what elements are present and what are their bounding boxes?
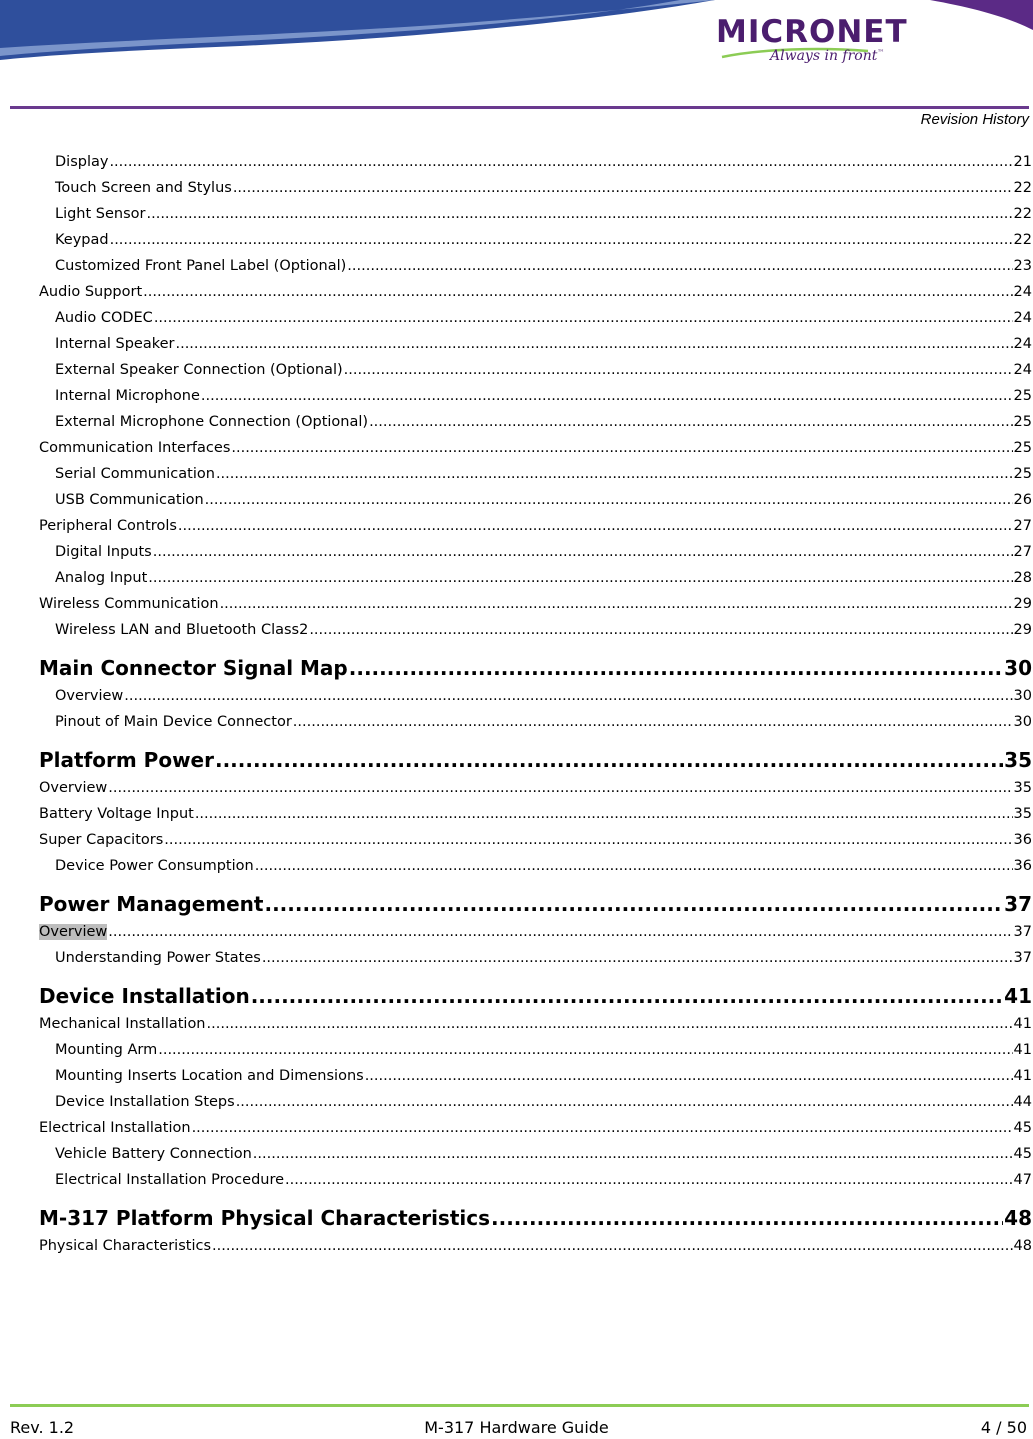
toc-entry[interactable] bbox=[39, 1016, 1032, 1042]
toc-entry-title: Display bbox=[55, 154, 109, 170]
toc-leader-dots bbox=[285, 1172, 1013, 1188]
toc-entry[interactable] bbox=[39, 884, 1032, 924]
toc-entry-page: 27 bbox=[1013, 518, 1032, 534]
toc-entry-title: Understanding Power States bbox=[55, 950, 261, 966]
toc-leader-dots bbox=[164, 832, 1012, 848]
toc-leader-dots bbox=[233, 180, 1013, 196]
toc-entry-title: Keypad bbox=[55, 232, 109, 248]
toc-leader-dots bbox=[207, 1016, 1013, 1032]
toc-leader-dots bbox=[154, 310, 1013, 326]
toc-entry[interactable] bbox=[39, 258, 1032, 284]
toc-entry-page: 36 bbox=[1013, 858, 1032, 874]
toc-entry[interactable] bbox=[39, 924, 1032, 950]
footer-document-title: M-317 Hardware Guide bbox=[424, 1418, 609, 1437]
toc-leader-dots bbox=[253, 1146, 1013, 1162]
toc-entry-page: 30 bbox=[1004, 656, 1032, 680]
toc-entry[interactable] bbox=[39, 688, 1032, 714]
toc-entry-title: M-317 Platform Physical Characteristics bbox=[39, 1206, 491, 1230]
toc-entry-title: Analog Input bbox=[55, 570, 148, 586]
toc-entry[interactable] bbox=[39, 1238, 1032, 1264]
logo-tagline: Always in front™ bbox=[770, 48, 885, 64]
toc-leader-dots bbox=[347, 258, 1012, 274]
toc-entry[interactable] bbox=[39, 596, 1032, 622]
toc-entry-page: 24 bbox=[1013, 362, 1032, 378]
footer-divider bbox=[10, 1404, 1029, 1407]
toc-entry-title: Audio CODEC bbox=[55, 310, 153, 326]
toc-leader-dots bbox=[215, 748, 1003, 772]
toc-entry-title: Main Connector Signal Map bbox=[39, 656, 348, 680]
toc-entry[interactable] bbox=[39, 740, 1032, 780]
toc-entry-page: 41 bbox=[1004, 984, 1032, 1008]
toc-entry-page: 36 bbox=[1013, 832, 1032, 848]
toc-entry-page: 21 bbox=[1013, 154, 1032, 170]
toc-entry-title: Customized Front Panel Label (Optional) bbox=[55, 258, 347, 274]
toc-entry-title: Device Installation Steps bbox=[55, 1094, 235, 1110]
toc-leader-dots bbox=[491, 1206, 1003, 1230]
toc-entry-page: 37 bbox=[1013, 950, 1032, 966]
toc-entry[interactable] bbox=[39, 336, 1032, 362]
toc-entry[interactable] bbox=[39, 832, 1032, 858]
toc-entry-page: 35 bbox=[1004, 748, 1032, 772]
toc-leader-dots bbox=[108, 780, 1012, 796]
toc-entry[interactable] bbox=[39, 976, 1032, 1016]
toc-entry-page: 37 bbox=[1004, 892, 1032, 916]
toc-entry-page: 41 bbox=[1013, 1068, 1032, 1084]
toc-entry-title: Wireless LAN and Bluetooth Class2 bbox=[55, 622, 309, 638]
micronet-logo bbox=[716, 14, 906, 72]
toc-entry[interactable] bbox=[39, 950, 1032, 976]
toc-leader-dots bbox=[349, 656, 1003, 680]
toc-leader-dots bbox=[369, 414, 1012, 430]
toc-leader-dots bbox=[147, 206, 1013, 222]
toc-entry-page: 48 bbox=[1013, 1238, 1032, 1254]
toc-entry-title: Audio Support bbox=[39, 284, 143, 300]
toc-entry-title: Serial Communication bbox=[55, 466, 215, 482]
toc-leader-dots bbox=[178, 518, 1013, 534]
toc-leader-dots bbox=[293, 714, 1013, 730]
toc-leader-dots bbox=[212, 1238, 1013, 1254]
toc-entry-page: 25 bbox=[1013, 466, 1032, 482]
toc-entry[interactable] bbox=[39, 492, 1032, 518]
toc-leader-dots bbox=[192, 1120, 1013, 1136]
toc-entry-page: 24 bbox=[1013, 336, 1032, 352]
toc-entry[interactable] bbox=[39, 310, 1032, 336]
toc-entry[interactable] bbox=[39, 414, 1032, 440]
toc-entry-title: External Speaker Connection (Optional) bbox=[55, 362, 343, 378]
toc-entry-title: Mounting Inserts Location and Dimensions bbox=[55, 1068, 364, 1084]
toc-entry-title: Light Sensor bbox=[55, 206, 146, 222]
toc-entry-title: Platform Power bbox=[39, 748, 214, 772]
toc-entry-page: 45 bbox=[1013, 1146, 1032, 1162]
toc-entry-title: Internal Microphone bbox=[55, 388, 200, 404]
toc-entry[interactable] bbox=[39, 714, 1032, 740]
toc-entry-page: 25 bbox=[1013, 388, 1032, 404]
header-section-title: Revision History bbox=[920, 111, 1029, 128]
toc-entry-page: 29 bbox=[1013, 596, 1032, 612]
toc-leader-dots bbox=[216, 466, 1013, 482]
toc-entry-title: Overview bbox=[39, 780, 108, 796]
toc-entry-page: 41 bbox=[1013, 1042, 1032, 1058]
toc-entry[interactable] bbox=[39, 1146, 1032, 1172]
toc-entry-page: 26 bbox=[1013, 492, 1032, 508]
toc-entry-title: Mechanical Installation bbox=[39, 1016, 206, 1032]
toc-entry-title: Touch Screen and Stylus bbox=[55, 180, 232, 196]
toc-entry[interactable] bbox=[39, 154, 1032, 180]
toc-entry-page: 24 bbox=[1013, 284, 1032, 300]
toc-entry[interactable] bbox=[39, 466, 1032, 492]
toc-entry-page: 25 bbox=[1013, 440, 1032, 456]
toc-leader-dots bbox=[201, 388, 1013, 404]
toc-entry[interactable] bbox=[39, 1198, 1032, 1238]
toc-entry[interactable] bbox=[39, 806, 1032, 832]
toc-entry[interactable] bbox=[39, 1120, 1032, 1146]
toc-entry-title: Overview bbox=[39, 924, 108, 940]
toc-leader-dots bbox=[255, 858, 1013, 874]
toc-entry-title: Electrical Installation Procedure bbox=[55, 1172, 285, 1188]
toc-entry-page: 29 bbox=[1013, 622, 1032, 638]
toc-entry-page: 23 bbox=[1013, 258, 1032, 274]
toc-entry-page: 41 bbox=[1013, 1016, 1032, 1032]
toc-leader-dots bbox=[153, 544, 1013, 560]
toc-leader-dots bbox=[251, 984, 1003, 1008]
toc-entry-page: 27 bbox=[1013, 544, 1032, 560]
toc-entry[interactable] bbox=[39, 1172, 1032, 1198]
toc-entry-title: Internal Speaker bbox=[55, 336, 175, 352]
toc-entry-title: Device Power Consumption bbox=[55, 858, 254, 874]
toc-leader-dots bbox=[108, 924, 1012, 940]
toc-entry-title: Electrical Installation bbox=[39, 1120, 191, 1136]
toc-entry-title: External Microphone Connection (Optional) bbox=[55, 414, 369, 430]
toc-entry-title: Overview bbox=[55, 688, 124, 704]
toc-entry[interactable] bbox=[39, 780, 1032, 806]
toc-entry[interactable] bbox=[39, 544, 1032, 570]
toc-entry-page: 45 bbox=[1013, 1120, 1032, 1136]
footer-revision: Rev. 1.2 bbox=[10, 1418, 75, 1437]
toc-entry[interactable] bbox=[39, 518, 1032, 544]
toc-entry-page: 22 bbox=[1013, 206, 1032, 222]
header-divider bbox=[10, 106, 1029, 109]
toc-leader-dots bbox=[262, 950, 1013, 966]
table-of-contents bbox=[39, 154, 1032, 1264]
toc-entry-title: Physical Characteristics bbox=[39, 1238, 212, 1254]
toc-entry-title: USB Communication bbox=[55, 492, 204, 508]
toc-entry[interactable] bbox=[39, 362, 1032, 388]
toc-leader-dots bbox=[309, 622, 1012, 638]
toc-entry[interactable] bbox=[39, 648, 1032, 688]
toc-entry[interactable] bbox=[39, 858, 1032, 884]
logo-wordmark: MICRONET bbox=[716, 14, 908, 50]
toc-leader-dots bbox=[175, 336, 1012, 352]
toc-leader-dots bbox=[365, 1068, 1013, 1084]
toc-entry-title: Mounting Arm bbox=[55, 1042, 158, 1058]
toc-entry-page: 30 bbox=[1013, 688, 1032, 704]
toc-leader-dots bbox=[124, 688, 1012, 704]
toc-leader-dots bbox=[195, 806, 1013, 822]
toc-entry-title: Battery Voltage Input bbox=[39, 806, 194, 822]
toc-entry-page: 35 bbox=[1013, 806, 1032, 822]
toc-entry-title: Device Installation bbox=[39, 984, 250, 1008]
toc-entry[interactable] bbox=[39, 388, 1032, 414]
toc-entry-page: 22 bbox=[1013, 180, 1032, 196]
toc-entry-page: 28 bbox=[1013, 570, 1032, 586]
toc-leader-dots bbox=[148, 570, 1012, 586]
toc-leader-dots bbox=[344, 362, 1013, 378]
toc-leader-dots bbox=[264, 892, 1003, 916]
toc-entry-page: 22 bbox=[1013, 232, 1032, 248]
toc-entry-page: 25 bbox=[1013, 414, 1032, 430]
toc-entry-title: Power Management bbox=[39, 892, 264, 916]
toc-leader-dots bbox=[231, 440, 1012, 456]
toc-leader-dots bbox=[143, 284, 1012, 300]
toc-entry-title: Wireless Communication bbox=[39, 596, 219, 612]
toc-entry[interactable] bbox=[39, 284, 1032, 310]
toc-entry-page: 47 bbox=[1013, 1172, 1032, 1188]
toc-leader-dots bbox=[109, 154, 1012, 170]
toc-entry[interactable] bbox=[39, 570, 1032, 596]
toc-entry-title: Digital Inputs bbox=[55, 544, 152, 560]
toc-entry-page: 48 bbox=[1004, 1206, 1032, 1230]
toc-entry[interactable] bbox=[39, 1094, 1032, 1120]
toc-entry-page: 24 bbox=[1013, 310, 1032, 326]
toc-entry-title: Vehicle Battery Connection bbox=[55, 1146, 252, 1162]
toc-entry[interactable] bbox=[39, 1068, 1032, 1094]
toc-leader-dots bbox=[236, 1094, 1013, 1110]
toc-entry-title: Communication Interfaces bbox=[39, 440, 231, 456]
toc-entry-page: 44 bbox=[1013, 1094, 1032, 1110]
toc-entry[interactable] bbox=[39, 206, 1032, 232]
toc-entry[interactable] bbox=[39, 622, 1032, 648]
toc-entry-page: 35 bbox=[1013, 780, 1032, 796]
toc-entry-page: 30 bbox=[1013, 714, 1032, 730]
toc-entry[interactable] bbox=[39, 232, 1032, 258]
toc-leader-dots bbox=[205, 492, 1013, 508]
toc-entry[interactable] bbox=[39, 180, 1032, 206]
toc-entry-title: Super Capacitors bbox=[39, 832, 164, 848]
toc-entry-title: Peripheral Controls bbox=[39, 518, 177, 534]
toc-entry[interactable] bbox=[39, 1042, 1032, 1068]
toc-leader-dots bbox=[110, 232, 1013, 248]
toc-entry-page: 37 bbox=[1013, 924, 1032, 940]
toc-leader-dots bbox=[158, 1042, 1012, 1058]
banner-swoosh-purple-right bbox=[930, 0, 1033, 30]
toc-leader-dots bbox=[220, 596, 1013, 612]
footer-page-number: 4 / 50 bbox=[980, 1418, 1027, 1437]
toc-entry-title: Pinout of Main Device Connector bbox=[55, 714, 292, 730]
toc-entry[interactable] bbox=[39, 440, 1032, 466]
